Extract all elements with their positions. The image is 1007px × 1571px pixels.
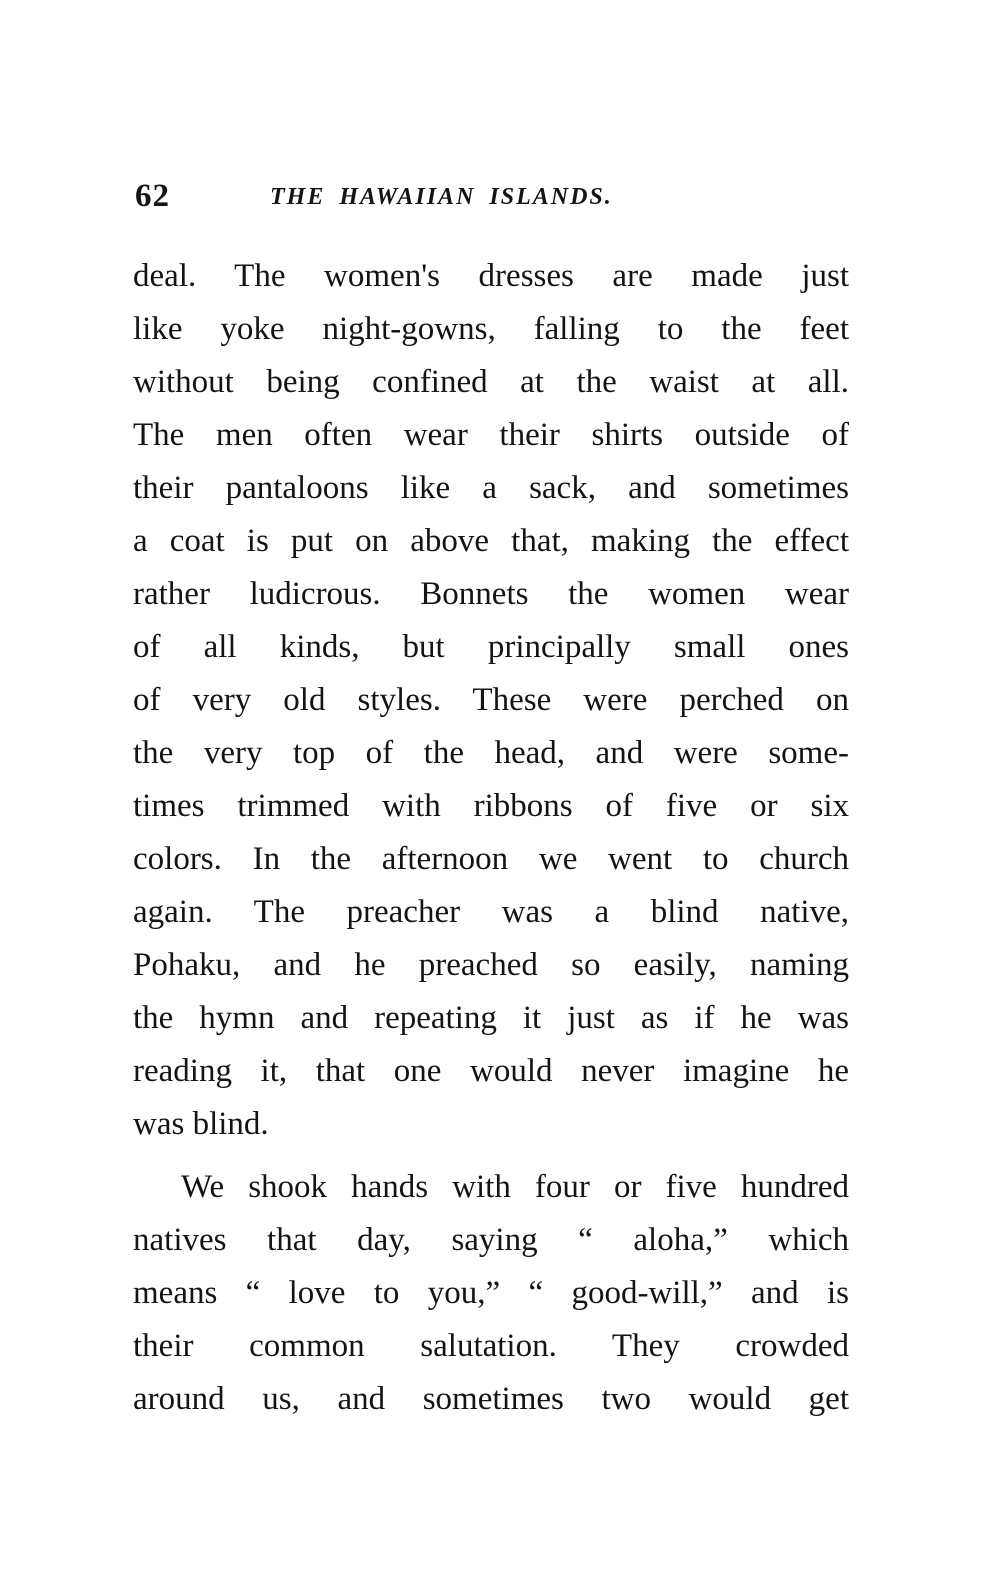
running-head — [135, 176, 855, 220]
text-line: a coat is put on above that, making the effect — [133, 523, 849, 559]
text-line: rather ludicrous. Bonnets the women wear — [133, 576, 849, 612]
text-line: We shook hands with four or five hundred — [181, 1169, 849, 1205]
text-line: the hymn and repeating it just as if he was — [133, 1000, 849, 1036]
text-line: means “ love to you,” “ good-will,” and is — [133, 1275, 849, 1311]
text-line: reading it, that one would never imagine he — [133, 1053, 849, 1089]
text-line: was blind. — [133, 1106, 269, 1142]
text-line: Pohaku, and he preached so easily, naming — [133, 947, 849, 983]
text-line: like yoke night-gowns, falling to the feet — [133, 311, 849, 347]
text-line: around us, and sometimes two would get — [133, 1381, 849, 1417]
text-line: The men often wear their shirts outside of — [133, 417, 849, 453]
body-text — [133, 250, 849, 1426]
text-line: the very top of the head, and were some- — [133, 735, 849, 771]
text-line: deal. The women's dresses are made just — [133, 258, 849, 294]
text-line: without being confined at the waist at all. — [133, 364, 849, 400]
text-line: of all kinds, but principally small ones — [133, 629, 849, 665]
text-line: again. The preacher was a blind native, — [133, 894, 849, 930]
text-line: their common salutation. They crowded — [133, 1328, 849, 1364]
text-line: their pantaloons like a sack, and sometimes — [133, 470, 849, 506]
text-line: colors. In the afternoon we went to church — [133, 841, 849, 877]
paragraph-gap — [133, 1151, 849, 1161]
text-line: of very old styles. These were perched on — [133, 682, 849, 718]
text-line: natives that day, saying “ aloha,” which — [133, 1222, 849, 1258]
paragraph-2 — [133, 1161, 849, 1426]
paragraph-1 — [133, 250, 849, 1151]
text-line: times trimmed with ribbons of five or six — [133, 788, 849, 824]
page-number: 62 — [135, 178, 170, 214]
running-title: THE HAWAIIAN ISLANDS. — [270, 184, 613, 210]
